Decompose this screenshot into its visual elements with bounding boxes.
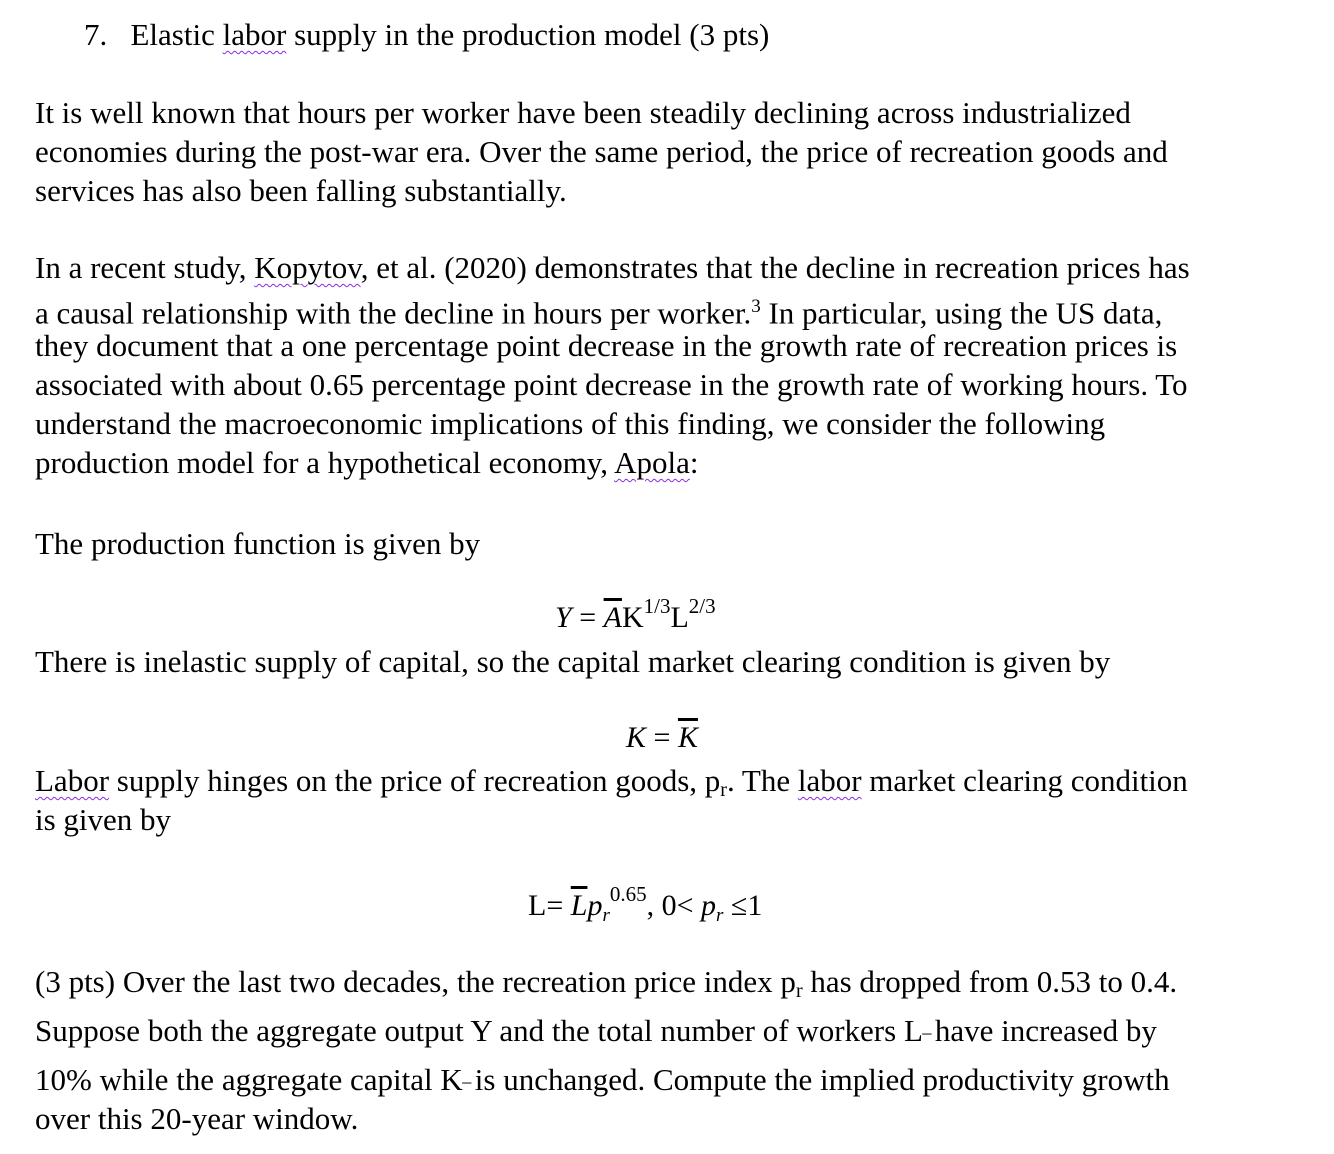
para2-l6-pre: production model for a hypothetical economy, xyxy=(35,445,615,480)
q-l2-pre: Suppose both the aggregate output Y and the total number of workers L xyxy=(35,1013,923,1048)
para1-line-2: economies during the post-war era. Over the same period, the price of recreation goods and xyxy=(35,134,1168,169)
para2-l1-post: , et al. (2020) demonstrates that the decline in recreation prices has xyxy=(360,250,1190,285)
production-intro: The production function is given by xyxy=(35,526,481,561)
eq3-exponent: 0.65 xyxy=(609,882,647,906)
labor-word-1: Labor xyxy=(35,763,110,798)
q-pr-sub: r xyxy=(795,980,803,1002)
eq3-cond-end: ≤1 xyxy=(723,889,763,922)
para2-l1-pre: In a recent study, xyxy=(35,250,255,285)
heading-number: 7. xyxy=(84,17,108,52)
heading-title-labor: labor xyxy=(222,17,287,52)
para2-l2-post: In particular, using the US data, xyxy=(760,295,1163,331)
heading-title-post: supply in the production model (3 pts) xyxy=(286,17,770,52)
eq1-k: K xyxy=(621,601,644,634)
eq3-equals: = xyxy=(546,889,571,922)
para2-l6-post: : xyxy=(689,445,699,480)
para2-line-6 xyxy=(35,443,698,482)
author-name: Kopytov xyxy=(254,250,361,285)
para2-l2-pre: a causal relationship with the decline in hours per worker. xyxy=(35,295,752,331)
labor-clearing-equation xyxy=(528,882,762,927)
eq1-y: Y xyxy=(555,601,572,634)
eq2-k: K xyxy=(626,721,647,754)
eq1-l-exponent: 2/3 xyxy=(688,594,716,618)
labor-text-line-2: is given by xyxy=(35,802,172,837)
eq3-p: p xyxy=(587,889,603,922)
eq1-equals: = xyxy=(571,601,604,634)
footnote-marker: 3 xyxy=(751,296,761,317)
question-line-1 xyxy=(35,962,1177,1011)
eq3-p2-sub: r xyxy=(716,905,724,926)
labor-pr-sub: r xyxy=(720,779,727,801)
eq1-abar: $\overline{A}$ xyxy=(603,601,622,634)
para1-line-1: It is well known that hours per worker have been steadily declining across industrialized xyxy=(35,95,1131,130)
eq3-lbar: $\overline{L}$ xyxy=(570,889,588,922)
q-l1-post: has dropped from 0.53 to 0.4. xyxy=(802,964,1178,999)
para2-line-3: they document that a one percentage point decrease in the growth rate of recreation prices is xyxy=(35,328,1178,363)
economy-name: Apola xyxy=(614,445,690,480)
capital-text: There is inelastic supply of capital, so the capital market clearing condition is given by xyxy=(35,644,1111,679)
labor-post: market clearing condition xyxy=(861,763,1188,798)
eq2-kbar: $\overline{K}$ xyxy=(677,721,698,754)
eq3-l: L xyxy=(528,889,547,922)
labor-mid2: . The xyxy=(726,763,798,798)
question-line-2 xyxy=(35,1011,1157,1050)
eq3-p2: p xyxy=(701,889,717,922)
labor-text-line-1 xyxy=(35,761,1188,810)
question-heading xyxy=(84,15,769,54)
question-line-3 xyxy=(35,1060,1170,1099)
q-l2-post: have increased by xyxy=(934,1013,1157,1048)
capital-clearing-equation xyxy=(626,721,698,755)
eq2-equals: = xyxy=(646,721,678,754)
para2-line-1 xyxy=(35,248,1190,287)
heading-title-pre: Elastic xyxy=(130,17,223,52)
eq1-k-exponent: 1/3 xyxy=(643,594,671,618)
labor-mid: supply hinges on the price of recreation goods, p xyxy=(109,763,721,798)
para2-line-4: associated with about 0.65 percentage point decrease in the growth rate of working hours. To xyxy=(35,367,1188,402)
q-l1-pre: (3 pts) Over the last two decades, the recreation price index p xyxy=(35,964,796,999)
labor-word-2: labor xyxy=(797,763,862,798)
q-l3-pre: 10% while the aggregate capital K xyxy=(35,1062,463,1097)
production-function-equation xyxy=(555,594,716,635)
eq3-p-sub: r xyxy=(602,905,610,926)
eq1-l: L xyxy=(670,601,689,634)
eq3-cond-sep: , 0< xyxy=(646,889,702,922)
q-l3-post: is unchanged. Compute the implied productivity growth xyxy=(474,1062,1170,1097)
question-line-4: over this 20-year window. xyxy=(35,1101,359,1136)
para1-line-3: services has also been falling substantially. xyxy=(35,173,567,208)
para2-line-5: understand the macroeconomic implications of this finding, we consider the following xyxy=(35,406,1106,441)
